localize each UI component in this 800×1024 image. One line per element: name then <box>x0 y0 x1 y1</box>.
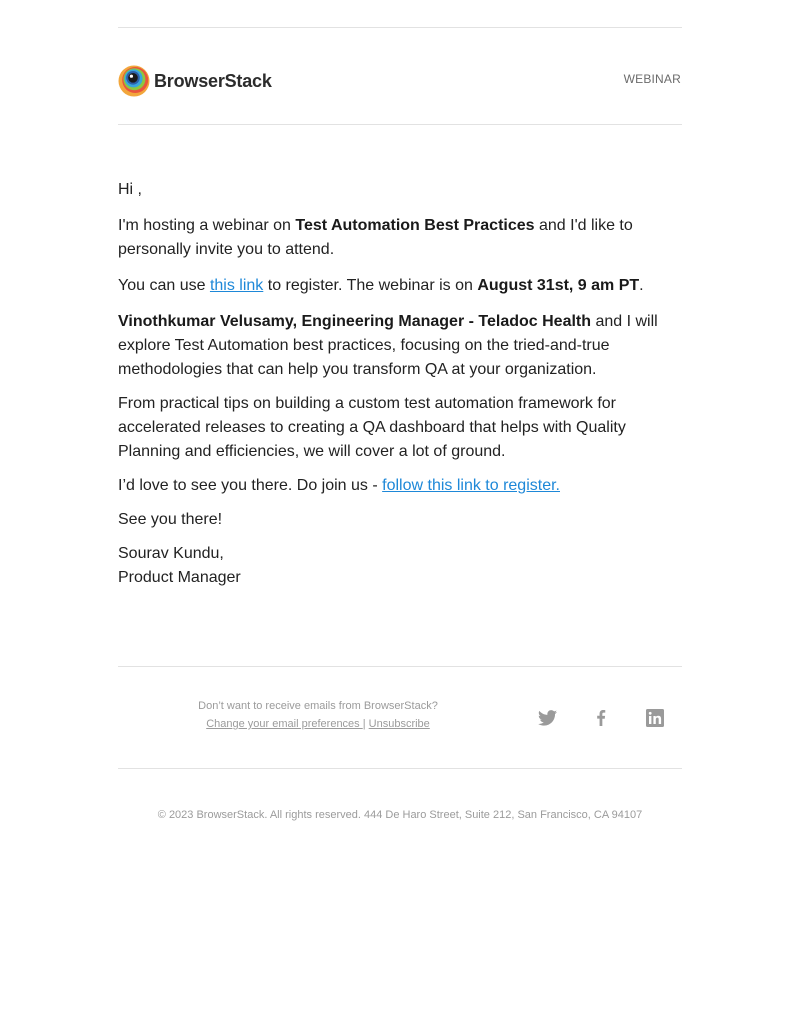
footer-divider-bottom <box>118 768 682 769</box>
speaker-name: Vinothkumar Velusamy, Engineering Manager - Teladoc Health <box>118 313 592 330</box>
text: . <box>639 277 644 294</box>
facebook-icon[interactable] <box>591 708 611 728</box>
email-type-tag: WEBINAR <box>623 72 681 86</box>
text: and I will explore Test Automation best practices, focusing on the tried-and-true methodologies that can help you transform QA at your organization. <box>118 313 658 378</box>
browserstack-logo[interactable] <box>118 65 272 97</box>
brand-name: BrowserStack <box>154 70 272 91</box>
text: and I'd like to personally invite you to attend. <box>118 217 633 258</box>
footer-preferences <box>158 697 478 733</box>
footer-links <box>158 715 478 733</box>
register-link[interactable]: this link <box>209 277 264 294</box>
paragraph-speaker <box>118 310 682 382</box>
signature-name: Sourav Kundu, <box>118 545 224 562</box>
top-divider <box>118 27 682 28</box>
text: You can use <box>118 277 210 294</box>
linkedin-icon[interactable] <box>645 708 665 728</box>
twitter-icon[interactable] <box>537 708 557 728</box>
paragraph-invite <box>118 214 682 262</box>
signature-title: Product Manager <box>118 569 241 586</box>
paragraph-closing: See you there! <box>118 511 223 528</box>
unsubscribe-question: Don’t want to receive emails from BrowserStack? <box>198 700 438 712</box>
webinar-title: Test Automation Best Practices <box>295 217 535 234</box>
email-header <box>118 62 682 102</box>
text: I'm hosting a webinar on <box>118 217 296 234</box>
twitter-glyph <box>538 710 557 726</box>
text: to register. The webinar is on <box>263 277 478 294</box>
paragraph-join <box>118 474 682 498</box>
linkedin-glyph <box>646 709 664 727</box>
paragraph-register <box>118 274 682 298</box>
email-body <box>118 178 682 590</box>
browserstack-logo-icon <box>118 65 150 97</box>
unsubscribe-link[interactable]: Unsubscribe <box>368 718 430 730</box>
email-preferences-link[interactable]: Change your email preferences <box>206 718 363 730</box>
text: I’d love to see you there. Do join us - <box>118 477 383 494</box>
copyright-notice: © 2023 BrowserStack. All rights reserved. 444 De Haro Street, Suite 212, San Francisco, CA 94107 <box>157 809 643 821</box>
register-link-2[interactable]: follow this link to register. <box>382 477 560 494</box>
link-separator: | <box>362 718 366 730</box>
webinar-date: August 31st, 9 am PT <box>477 277 640 294</box>
greeting: Hi , <box>118 181 142 198</box>
footer-divider-top <box>118 666 682 667</box>
paragraph-topics: From practical tips on building a custom test automation framework for accelerated releases to creating a QA dashboard that helps with Quality Planning and efficiencies, we will cover a lot of ground. <box>118 395 626 460</box>
header-divider <box>118 124 682 125</box>
facebook-glyph <box>596 710 606 726</box>
